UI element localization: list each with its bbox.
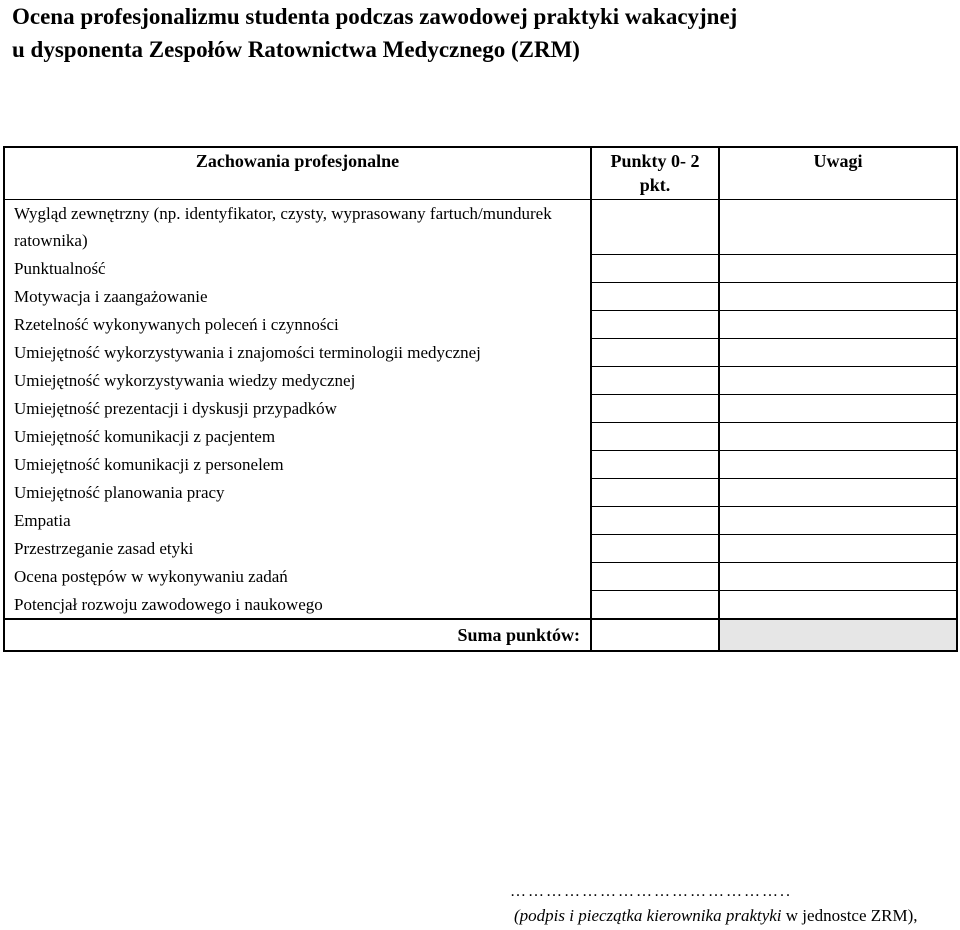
points-cell[interactable] [591, 200, 719, 255]
table-row [4, 255, 957, 283]
points-cell[interactable] [591, 311, 719, 339]
points-cell[interactable] [591, 255, 719, 283]
table-row [4, 200, 957, 255]
criterion-label: Empatia [4, 507, 591, 535]
remarks-cell[interactable] [719, 339, 957, 367]
points-cell[interactable] [591, 563, 719, 591]
remarks-cell[interactable] [719, 200, 957, 255]
points-cell[interactable] [591, 367, 719, 395]
evaluation-table [3, 146, 958, 652]
criterion-label: Ocena postępów w wykonywaniu zadań [4, 563, 591, 591]
remarks-cell[interactable] [719, 507, 957, 535]
remarks-cell[interactable] [719, 479, 957, 507]
remarks-cell[interactable] [719, 451, 957, 479]
criterion-label: Umiejętność prezentacji i dyskusji przypadków [4, 395, 591, 423]
remarks-cell[interactable] [719, 283, 957, 311]
criterion-label: Umiejętność wykorzystywania i znajomości terminologii medycznej [4, 339, 591, 367]
remarks-cell[interactable] [719, 311, 957, 339]
table-row [4, 507, 957, 535]
table-row [4, 591, 957, 620]
remarks-cell[interactable] [719, 255, 957, 283]
table-row [4, 311, 957, 339]
signature-caption [514, 906, 954, 926]
signature-caption-rest: w jednostce ZRM), [781, 906, 918, 925]
criterion-label: Przestrzeganie zasad etyki [4, 535, 591, 563]
criterion-label: Punktualność [4, 255, 591, 283]
signature-caption-italic: (podpis i pieczątka kierownika praktyki [514, 906, 782, 925]
remarks-cell[interactable] [719, 535, 957, 563]
header-points: Punkty 0- 2 pkt. [591, 147, 719, 200]
table-row [4, 479, 957, 507]
table-row [4, 339, 957, 367]
table-row [4, 535, 957, 563]
sum-row [4, 619, 957, 651]
criterion-label: Umiejętność planowania pracy [4, 479, 591, 507]
criterion-label: Wygląd zewnętrzny (np. identyfikator, czysty, wyprasowany fartuch/mundurek ratownika) [4, 200, 591, 255]
sum-label: Suma punktów: [4, 619, 591, 651]
sum-remarks-cell [719, 619, 957, 651]
table-header-row [4, 147, 957, 200]
points-cell[interactable] [591, 339, 719, 367]
criterion-label: Umiejętność komunikacji z personelem [4, 451, 591, 479]
criterion-label: Umiejętność komunikacji z pacjentem [4, 423, 591, 451]
criterion-label: Rzetelność wykonywanych poleceń i czynności [4, 311, 591, 339]
criterion-label: Motywacja i zaangażowanie [4, 283, 591, 311]
criterion-label: Umiejętność wykorzystywania wiedzy medycznej [4, 367, 591, 395]
table-row [4, 395, 957, 423]
criterion-label: Potencjał rozwoju zawodowego i naukowego [4, 591, 591, 620]
signature-dotted-line: ……………………………………….. [510, 883, 792, 900]
table-row [4, 451, 957, 479]
points-cell[interactable] [591, 395, 719, 423]
document-title [12, 0, 952, 66]
points-cell[interactable] [591, 535, 719, 563]
table-row [4, 423, 957, 451]
remarks-cell[interactable] [719, 395, 957, 423]
header-criteria: Zachowania profesjonalne [4, 147, 591, 200]
points-cell[interactable] [591, 507, 719, 535]
remarks-cell[interactable] [719, 563, 957, 591]
header-remarks: Uwagi [719, 147, 957, 200]
title-line-1: Ocena profesjonalizmu studenta podczas zawodowej praktyki wakacyjnej [12, 4, 738, 29]
remarks-cell[interactable] [719, 591, 957, 620]
remarks-cell[interactable] [719, 423, 957, 451]
points-cell[interactable] [591, 479, 719, 507]
points-cell[interactable] [591, 451, 719, 479]
table-row [4, 283, 957, 311]
table-row [4, 563, 957, 591]
table-row [4, 367, 957, 395]
title-line-2: u dysponenta Zespołów Ratownictwa Medycznego (ZRM) [12, 37, 580, 62]
points-cell[interactable] [591, 283, 719, 311]
points-cell[interactable] [591, 423, 719, 451]
remarks-cell[interactable] [719, 367, 957, 395]
sum-points-cell[interactable] [591, 619, 719, 651]
points-cell[interactable] [591, 591, 719, 620]
